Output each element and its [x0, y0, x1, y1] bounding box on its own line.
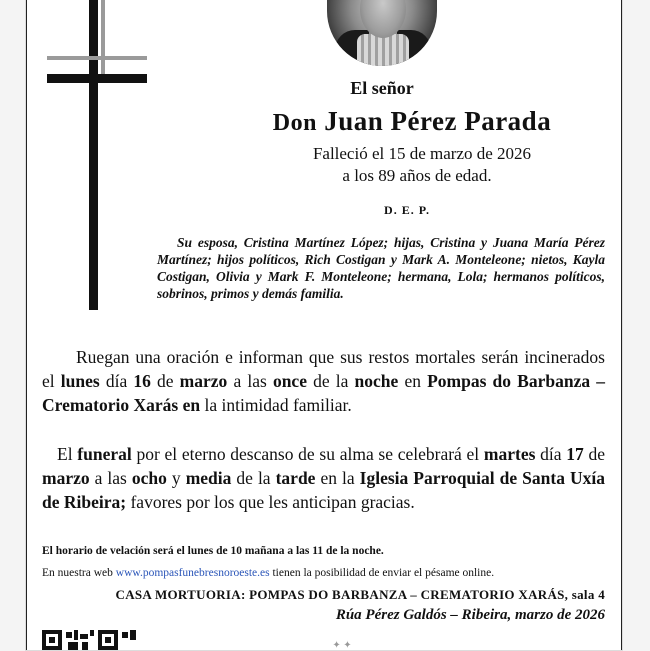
qr-code-icon[interactable]: [42, 630, 152, 650]
name-prefix: Don: [272, 110, 317, 136]
portrait-photo: [327, 0, 437, 66]
place-date: Rúa Pérez Galdós – Ribeira, marzo de 2026: [335, 607, 605, 623]
family-text: Su esposa, Cristina Martínez López; hijas, Cristina y Juana María Pérez Martínez; hijos políticos, Rich Costigan y Mark A. Monteleone; nietos, Kayla Costigan, Olivia y Mark F. Monteleone; hermana, Lola; hermanos políticos, sobrinos, primos y demás familia.: [157, 235, 605, 301]
ornament-icon: ✦ ✦: [332, 640, 352, 651]
wake-schedule: El horario de velación será el lunes de 10 mañana a las 11 de la noche.: [42, 545, 384, 557]
death-date: Falleció el 15 de marzo de 2026: [312, 144, 532, 163]
funeral-home-address: CASA MORTUORIA: POMPAS DO BARBANZA – CREMATORIO XARÁS, sala 4: [115, 587, 605, 602]
title-prefix: El señor: [350, 78, 414, 98]
name-text: Juan Pérez Parada: [324, 106, 552, 136]
family-list: [157, 234, 605, 302]
age-line: a los 89 años de edad.: [342, 166, 492, 185]
website-link[interactable]: www.pompasfunebresnoroeste.es: [115, 567, 270, 579]
deceased-name: [217, 106, 607, 137]
web-line: En nuestra web www.pompasfunebresnoroeste.es tienen la posibilidad de enviar el pésame online.: [42, 567, 495, 579]
cross-icon: [27, 0, 157, 320]
dep-line: D. E. P.: [384, 203, 430, 217]
obituary-sheet: [26, 0, 622, 650]
funeral-paragraph: El funeral por el eterno descanso de su alma se celebrará el martes día 17 de marzo a las ocho y media de la tarde en la Iglesia Parroquial de Santa Uxía de Ribeira; favores por los que les anticipan gracias.: [42, 444, 605, 512]
cremation-paragraph: Ruegan una oración e informan que sus restos mortales serán incinerados el lunes día 16 de marzo a las once de la noche en Pompas do Barbanza – Crematorio Xarás en la intimidad familiar.: [42, 347, 605, 415]
